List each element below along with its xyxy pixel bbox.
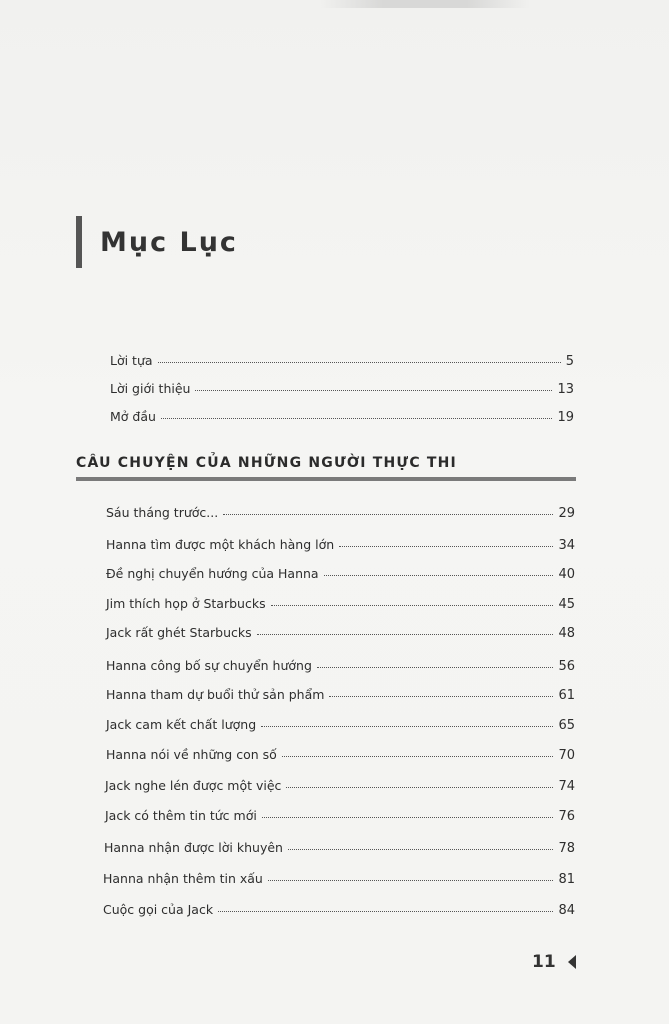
dot-leader — [286, 787, 553, 788]
toc-entry[interactable] — [106, 658, 575, 674]
toc-entry-title: Hanna nói về những con số — [106, 747, 277, 762]
dot-leader — [282, 756, 554, 757]
heading-accent-bar — [76, 216, 82, 268]
toc-entry-page: 34 — [558, 538, 575, 553]
toc-entry[interactable] — [106, 747, 575, 763]
toc-entry[interactable] — [106, 687, 575, 703]
dot-leader — [271, 605, 554, 606]
toc-heading-text: Mục Lục — [100, 226, 238, 258]
toc-entry-title: Jim thích họp ở Starbucks — [106, 596, 266, 611]
toc-entry-page: 13 — [557, 382, 574, 397]
toc-entry-title: Hanna nhận thêm tin xấu — [103, 871, 263, 886]
toc-entry-page: 45 — [558, 597, 575, 612]
toc-entry-page: 56 — [558, 659, 575, 674]
toc-entry-page: 61 — [558, 688, 575, 703]
toc-entry[interactable] — [105, 808, 575, 824]
section-heading — [76, 455, 576, 481]
toc-entry-page: 65 — [558, 718, 575, 733]
dot-leader — [262, 817, 554, 818]
toc-entry[interactable] — [104, 840, 575, 856]
toc-entry-page: 5 — [565, 354, 574, 369]
toc-entry-title: Sáu tháng trước... — [106, 505, 219, 520]
dot-leader — [288, 849, 554, 850]
dot-leader — [329, 696, 553, 697]
toc-entry-page: 40 — [558, 567, 575, 582]
page-number: 11 — [532, 952, 556, 972]
toc-entry-title: Lời tựa — [110, 353, 153, 368]
triangle-left-icon — [568, 955, 576, 969]
toc-entry-title: Đề nghị chuyển hướng của Hanna — [106, 566, 319, 581]
toc-entry[interactable] — [106, 596, 575, 612]
dot-leader — [218, 911, 553, 912]
toc-entry[interactable] — [106, 505, 575, 521]
toc-entry-page: 76 — [558, 809, 575, 824]
toc-entry-title: Jack cam kết chất lượng — [106, 717, 257, 732]
toc-entry-title: Jack có thêm tin tức mới — [105, 808, 257, 823]
toc-entry-title: Cuộc gọi của Jack — [103, 902, 214, 917]
toc-entry-page: 74 — [558, 779, 575, 794]
toc-entry-title: Hanna tham dự buổi thử sản phẩm — [106, 687, 325, 702]
dot-leader — [158, 362, 561, 363]
dot-leader — [223, 514, 553, 515]
section-title: CÂU CHUYỆN CỦA NHỮNG NGƯỜI THỰC THI — [76, 455, 457, 471]
toc-entry-page: 48 — [558, 626, 575, 641]
dot-leader — [339, 546, 553, 547]
page-folio — [532, 952, 576, 972]
dot-leader — [261, 726, 553, 727]
dot-leader — [195, 390, 552, 391]
toc-entry-title: Hanna nhận được lời khuyên — [104, 840, 283, 855]
toc-entry-page: 29 — [558, 506, 575, 521]
toc-entry-title: Lời giới thiệu — [110, 381, 191, 396]
toc-entry-page: 81 — [558, 872, 575, 887]
toc-entry-title: Jack nghe lén được một việc — [105, 778, 282, 793]
toc-entry[interactable] — [110, 381, 574, 397]
toc-entry-page: 70 — [558, 748, 575, 763]
toc-entry-title: Mở đầu — [110, 409, 156, 424]
toc-entry-title: Hanna tìm được một khách hàng lớn — [106, 537, 335, 552]
toc-entry-title: Jack rất ghét Starbucks — [106, 625, 252, 640]
toc-entry-page: 19 — [557, 410, 574, 425]
toc-entry[interactable] — [103, 871, 575, 887]
toc-entry-title: Hanna công bố sự chuyển hướng — [106, 658, 312, 673]
toc-entry[interactable] — [106, 625, 575, 641]
toc-entry[interactable] — [110, 353, 574, 369]
toc-entry[interactable] — [110, 409, 574, 425]
dot-leader — [317, 667, 554, 668]
toc-entry-page: 78 — [558, 841, 575, 856]
bleed-through-mark — [320, 0, 530, 8]
toc-entry[interactable] — [105, 778, 575, 794]
dot-leader — [268, 880, 554, 881]
dot-leader — [324, 575, 554, 576]
toc-entry[interactable] — [106, 717, 575, 733]
toc-entry[interactable] — [106, 566, 575, 582]
section-rule — [76, 477, 576, 481]
toc-entry[interactable] — [103, 902, 575, 918]
toc-heading — [76, 216, 238, 268]
toc-entry-page: 84 — [558, 903, 575, 918]
dot-leader — [257, 634, 554, 635]
toc-entry[interactable] — [106, 537, 575, 553]
dot-leader — [161, 418, 553, 419]
